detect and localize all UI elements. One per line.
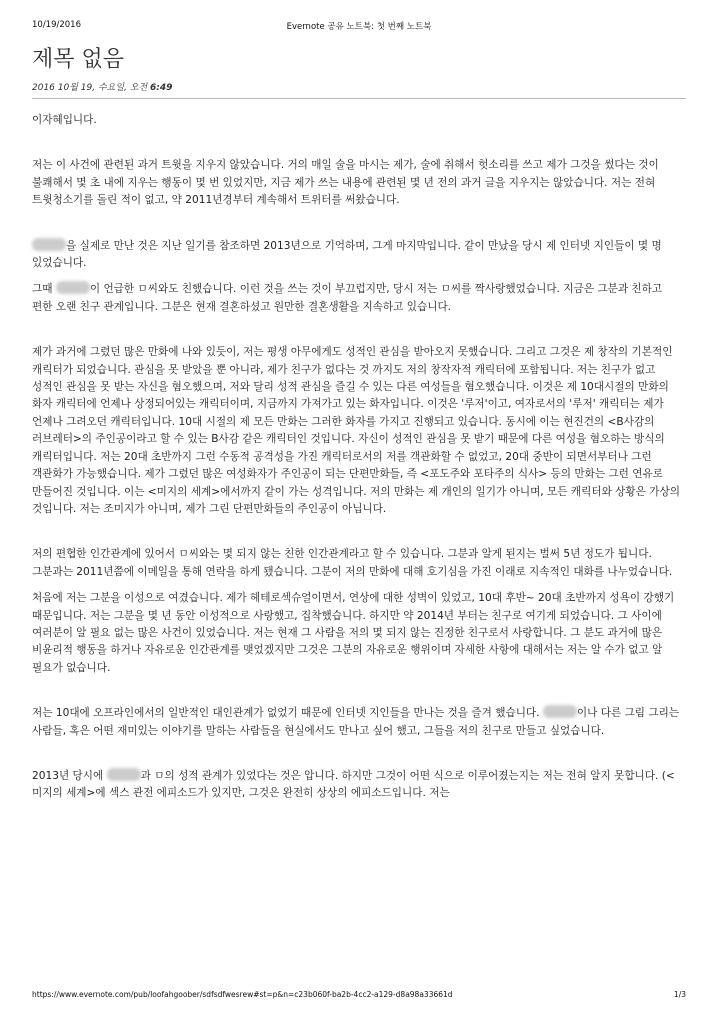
paragraph-characters: 제가 과거에 그렸던 많은 만화에 나와 있듯이, 저는 평생 아무에게도 성적인 관심을 받아오지 못했습니다. 그리고 그것은 제 창작의 기본적인 캐릭터가 되었습니다. 관심을 못 받았을 뿐 아니라, 제가 친구가 없다는 것 까지도 저의 창작자적 캐릭터에 포함됩니다. 저는 친구가 없고 성적인 관심을 못 받는 자신을 혐오했으며, 저와 달리 성적 관심을 즐길 수 있는 다른 여성들을 혐오했습니다. 이것은 제 10대시절의 만화의 화자 캐릭터에 언제나 상정되어있는 캐릭터이며, 지금까지 가져가고 있는 화자입니다. 이것은 '루저'이고, 여자로서의 '루저' 캐릭터는 제가 언제나 그려오던 캐릭터입니다. 10대 시절의 제 모든 만화는 그러한 화자를 가지고 진행되고 있습니다. 동시에 이는 현진건의 <B사감의 러브레터>의 주인공이라고 할 수 있는 B사감 같은 캐릭터인 것입니다. 자신이 성적인 관심을 못 받기 때문에 다른 여성을 혐오하는 방식의 캐릭터입니다. 저는 20대 초반까지 그런 수동적 공격성을 가진 캐릭터로서의 저를 객관화할 수 없었고, 20대 중반이 되면서부터나 그런 객관화가 가능했습니다. 제가 그렸던 많은 여성화자가 주인공이 되는 단편만화들, 즉 <포도주와 포타주의 식사> 등의 만화는 그런 연유로 만들어진 것입니다. 이는 <미지의 세계>에서까지 같이 가는 성격입니다. 저의 만화는 제 개인의 일기가 아니며, 모든 캐릭터와 상황은 가상의 것입니다. 저는 조미지가 아니며, 제가 그린 단편만화들의 주인공이 아닙니다. [32,346,680,515]
redacted-name [107,768,141,781]
paragraph-2013 [32,768,682,803]
footer-url: https://www.evernote.com/pub/loofahgoober/sdfsdfwesrew#st=p&n=c23b060f-ba2b-4cc2-a129-d8a98a33661d [32,990,453,999]
paragraph-mention-start: 그때 [32,283,56,296]
paragraph-internet-friends [32,705,682,740]
note-body [32,112,682,803]
paragraph-meeting [32,238,682,273]
paragraph-greeting: 이자혜입니다. [32,114,97,126]
paragraph-tweets: 저는 이 사건에 관련된 과거 트윗을 지우지 않았습니다. 거의 매일 술을 마시는 제가, 술에 취해서 헛소리를 쓰고 제가 그것을 썼다는 것이 불쾌해서 몇 초 내에 지우는 행동이 몇 번 있었지만, 지금 제가 쓰는 내용에 관련된 몇 년 전의 과거 글을 지우지는 않았습니다. 저는 전혀 트윗청소기를 돌린 적이 없고, 약 2011년경부터 계속해서 트위터를 써왔습니다. [32,159,659,207]
page-number: 1/3 [673,990,686,999]
title-divider [32,98,686,99]
print-header [32,20,686,32]
print-footer [32,990,686,1000]
paragraph-internet-friends-start: 저는 10대에 오프라인에서의 일반적인 대인관계가 없었기 때문에 인터넷 지인들을 만나는 것을 즐겨 했습니다. [32,707,543,720]
paragraph-internet-friends-text: 이나 다른 그림 그리는 사람들, 혹은 어떤 재미있는 이야기를 말하는 사람들을 현실에서도 만나고 싶어 했고, 그들을 저의 친구로 만들고 싶었습니다. [32,707,680,737]
note-title: 제목 없음 [32,47,125,72]
note-timestamp [32,80,172,93]
paragraph-feelings: 처음에 저는 그분을 이성으로 여겼습니다. 제가 헤테로섹슈얼이면서, 연상에 대한 성벽이 있었고, 10대 후반~ 20대 초반까지 성욕이 강했기 때문입니다. 저는 그분을 몇 년 동안 이성적으로 사랑했고, 집착했습니다. 하지만 약 2014년 부터는 친구로 여기게 되었습니다. 그 사이에 여러분이 알 필요 없는 많은 사건이 있었습니다. 저는 현재 그 사람을 저의 몇 되지 않는 진정한 친구로서 사랑합니다. 그 분도 과거에 많은 비윤리적 행동을 하거나 자유로운 인간관계를 맺었겠지만 그것은 그분의 자유로운 행위이며 자세한 사항에 대해서는 저는 알 수가 없고 알 필요가 없습니다. [32,592,675,674]
print-title: Evernote 공유 노트북: 첫 번째 노트북 [286,22,432,32]
paragraph-mention-text: 이 언급한 ㅁ씨와도 친했습니다. 이런 것을 쓰는 것이 부끄럽지만, 당시 저는 ㅁ씨를 짝사랑했었습니다. 지금은 그분과 친하고 편한 오랜 친구 관계입니다. 그분은 현재 결혼하셨고 원만한 결혼생활을 지속하고 있습니다. [32,283,663,313]
paragraph-2013-text: 과 ㅁ의 성적 관계가 있었다는 것은 압니다. 하지만 그것이 어떤 식으로 이루어졌는지는 저는 전혀 알지 못합니다. (<미지의 세계>에 섹스 관전 에피소드가 있지만, 그것은 완전히 상상의 에피소드입니다. 저는 [32,769,675,800]
note-date: 2016 10월 19, 수요일, 오전 [32,83,150,93]
paragraph-mention [32,281,682,316]
redacted-name [56,281,90,294]
redacted-name [543,705,577,718]
redacted-name [32,238,66,251]
print-date: 10/19/2016 [32,20,81,30]
paragraph-relationship: 저의 편협한 인간관계에 있어서 ㅁ씨와는 몇 되지 않는 친한 인간관계라고 할 수 있습니다. 그분과 알게 된지는 벌써 5년 정도가 됩니다. 그분과는 2011년쯤에 이메일을 통해 연락을 하게 됐습니다. 그분이 저의 만화에 대해 호기심을 가진 이래로 지속적인 대화를 나누었습니다. [32,548,673,578]
note-time: 6:49 [150,83,173,93]
paragraph-meeting-text: 을 실제로 만난 것은 지난 일기를 참조하면 2013년으로 기억하며, 그게 마지막입니다. 같이 만났을 당시 제 인터넷 지인들이 몇 명 있었습니다. [32,239,662,270]
paragraph-2013-start: 2013년 당시에 [32,769,107,782]
